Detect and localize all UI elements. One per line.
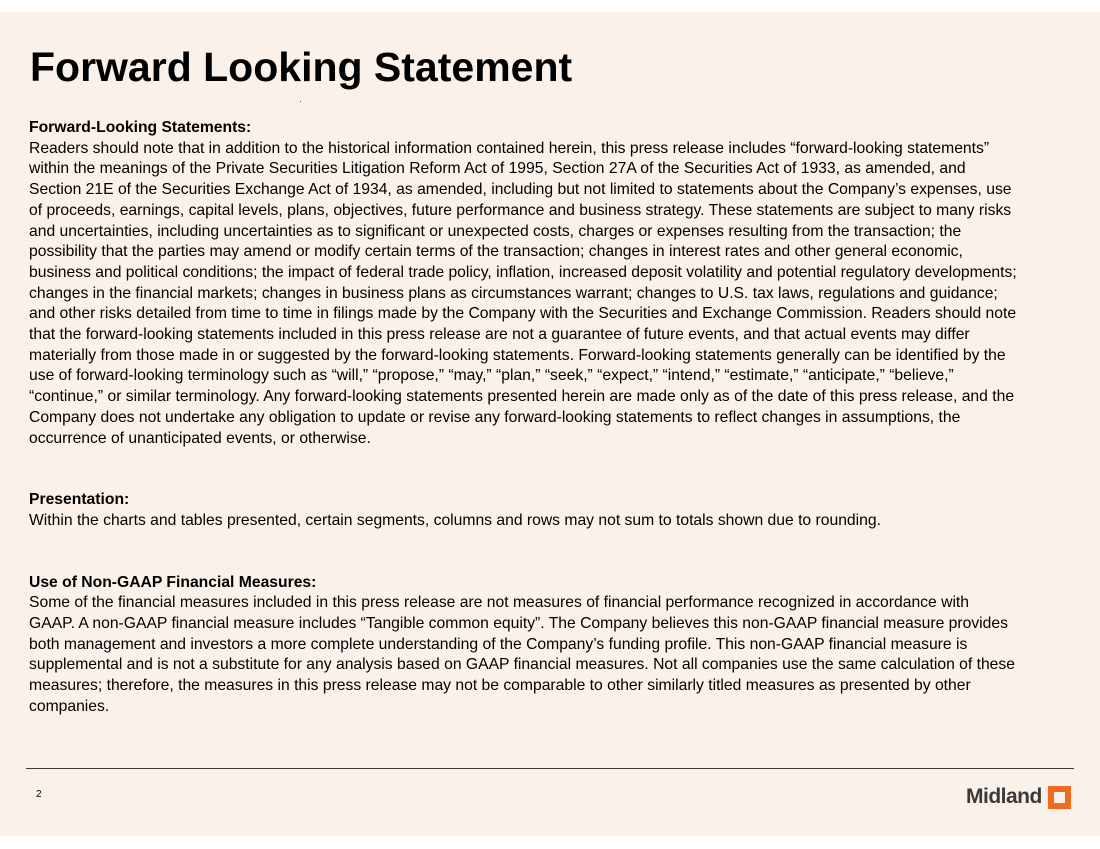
section-non-gaap <box>29 573 1019 718</box>
section-presentation <box>29 490 1019 531</box>
section-forward-looking <box>29 118 1019 449</box>
footer-divider <box>26 768 1074 769</box>
midland-logo <box>966 784 1071 810</box>
page-title: Forward Looking Statement <box>30 44 573 90</box>
logo-wordmark: Midland <box>966 785 1042 808</box>
section-body-non-gaap: Some of the financial measures included in this press release are not measures of financial performance recognized in accordance with GAAP. A non-GAAP financial measure includes “Tangible common equity”. The Company believes this non-GAAP financial measure provides both management and investors a more complete understanding of the Company’s funding profile. This non-GAAP financial measure is supplemental and is not a substitute for any analysis based on GAAP financial measures. Not all companies use the same calculation of these measures; therefore, the measures in this press release may not be comparable to other similarly titled measures as presented by other companies. <box>29 594 1015 715</box>
section-heading-presentation: Presentation: <box>29 491 130 509</box>
section-body-forward-looking: Readers should note that in addition to the historical information contained herein, this press release includes “forward-looking statements” within the meanings of the Private Securities Litigation Reform Act of 1995, Section 27A of the Securities Act of 1933, as amended, and Section 21E of the Securities Exchange Act of 1934, as amended, including but not limited to statements about the Company’s expenses, use of proceeds, earnings, capital levels, plans, objectives, future performance and business strategy. These statements are subject to many risks and uncertainties, including uncertainties as to significant or unexpected costs, charges or expenses resulting from the transaction; the possibility that the parties may amend or modify certain terms of the transaction; changes in interest rates and other general economic, business and political conditions; the impact of federal trade policy, inflation, increased deposit volatility and potential regulatory developments; changes in the financial markets; changes in business plans as circumstances warrant; changes to U.S. tax laws, regulations and guidance; and other risks detailed from time to time in filings made by the Company with the Securities and Exchange Commission. Readers should note that the forward-looking statements included in this press release are not a guarantee of future events, and that actual events may differ materially from those made in or suggested by the forward-looking statements. Forward-looking statements generally can be identified by the use of forward-looking terminology such as “will,” “propose,” “may,” “plan,” “seek,” “expect,” “intend,” “estimate,” “anticipate,” “believe,” “continue,” or similar terminology. Any forward-looking statements presented herein are made only as of the date of this press release, and the Company does not undertake any obligation to update or revise any forward-looking statements to reflect changes in assumptions, the occurrence of unanticipated events, or otherwise. <box>29 139 1017 447</box>
section-heading-forward-looking: Forward-Looking Statements: <box>29 119 252 136</box>
section-heading-non-gaap: Use of Non-GAAP Financial Measures: <box>29 573 317 591</box>
section-body-presentation: Within the charts and tables presented, certain segments, columns and rows may not sum to totals shown due to rounding. <box>29 511 881 529</box>
slide-content <box>29 118 1019 718</box>
logo-square-inner <box>1054 792 1065 803</box>
slide <box>0 12 1100 836</box>
logo-square-icon <box>1048 786 1071 809</box>
page-number: 2 <box>36 789 42 800</box>
decorative-dot <box>300 101 301 102</box>
